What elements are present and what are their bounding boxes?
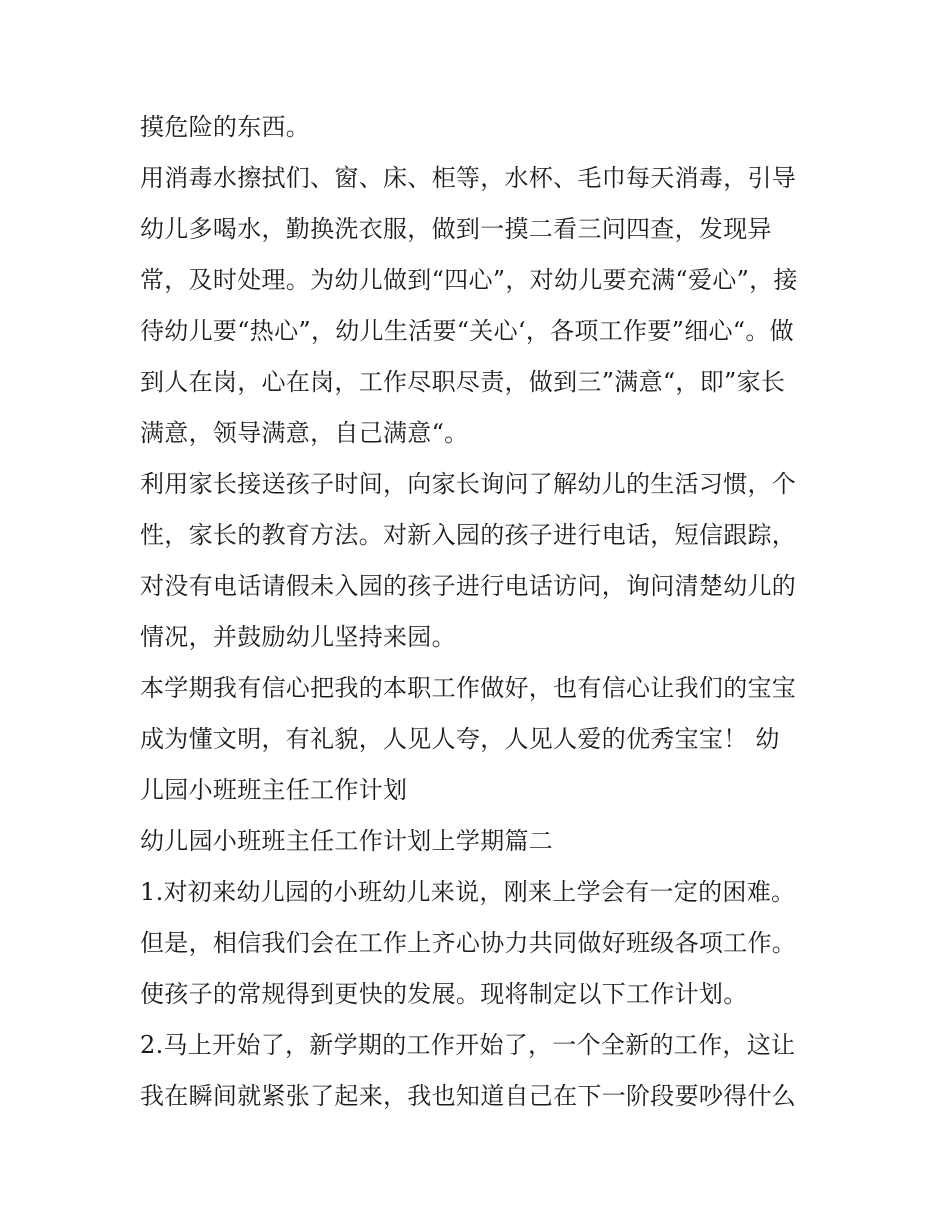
section-heading: 幼儿园小班班主任工作计划上学期篇二 [140,827,554,855]
paragraph-hazard-ending: 摸危险的东西。 [140,113,311,141]
paragraph-parent-communication: 利用家长接送孩子时间，向家长询问了解幼儿的生活习惯，个 性，家长的教育方法。对新入园的孩子进行电话，短信跟踪， 对没有电话请假未入园的孩子进行电话访问，询问清楚幼儿的 情况，并鼓励幼儿坚持来园。 [140,470,797,651]
paragraph-item-1: 1.对初来幼儿园的小班幼儿来说，刚来上学会有一定的困难。 但是，相信我们会在工作上齐心协力共同做好班级各项工作。 使孩子的常规得到更快的发展。现将制定以下工作计划。 [140,878,797,1008]
document-body [140,102,820,1122]
paragraph-semester-confidence: 本学期我有信心把我的本职工作做好，也有信心让我们的宝宝 成为懂文明，有礼貌，人见人夸，人见人爱的优秀宝宝！ 幼 儿园小班班主任工作计划 [140,674,797,804]
paragraph-hygiene-care: 用消毒水擦拭们、窗、床、柜等，水杯、毛巾每天消毒，引导 幼儿多喝水，勤换洗衣服，做到一摸二看三问四查，发现异 常，及时处理。为幼儿做到“四心”，对幼儿要充满“爱心”，接 待幼儿要“热心”，幼儿生活要“关心‘，各项工作要”细心“。做 到人在岗，心在岗，工作尽职尽责，做到三”满意“，即”家长 满意，领导满意，自己满意“。 [140,164,798,447]
paragraph-item-2: 2.马上开始了，新学期的工作开始了，一个全新的工作，这让 我在瞬间就紧张了起来，我也知道自己在下一阶段要吵得什么 [140,1031,797,1110]
